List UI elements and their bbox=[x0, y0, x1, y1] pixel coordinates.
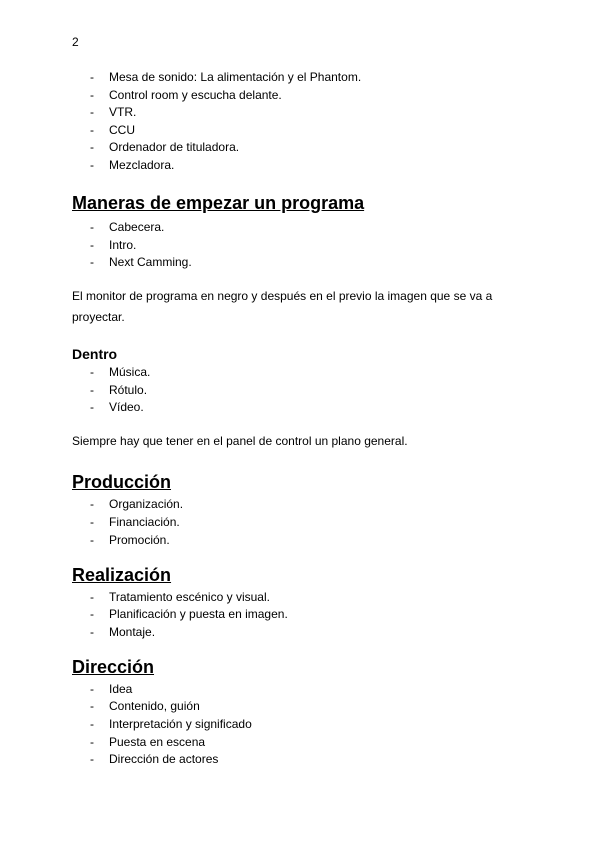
dash-marker: - bbox=[90, 365, 94, 380]
list-item-text: Promoción. bbox=[109, 532, 170, 547]
list-item-text: Puesta en escena bbox=[109, 734, 206, 749]
dash-marker: - bbox=[90, 589, 94, 604]
dash-marker: - bbox=[90, 219, 94, 234]
dash-marker: - bbox=[90, 237, 94, 252]
list-item bbox=[72, 589, 532, 605]
list-item bbox=[72, 364, 532, 380]
list-item bbox=[72, 606, 532, 622]
dash-marker: - bbox=[90, 122, 94, 137]
list-item-text: Idea bbox=[109, 681, 133, 696]
list-item-text: Intro. bbox=[109, 237, 137, 252]
list-item-text: Control room y escucha delante. bbox=[109, 87, 282, 102]
list-item-text: Planificación y puesta en imagen. bbox=[109, 607, 288, 622]
list-item-text: Ordenador de tituladora. bbox=[109, 140, 240, 155]
dash-marker: - bbox=[90, 497, 94, 512]
list-item bbox=[72, 751, 532, 767]
list-item-text: VTR. bbox=[109, 105, 137, 120]
section-heading-realizacion: Realización bbox=[72, 564, 172, 585]
equipment-list bbox=[72, 69, 532, 173]
list-item bbox=[72, 382, 532, 398]
dash-marker: - bbox=[90, 70, 94, 84]
section-heading-direccion: Dirección bbox=[72, 656, 155, 677]
list-item-text: CCU bbox=[109, 122, 135, 137]
dash-marker: - bbox=[90, 255, 94, 270]
dash-marker: - bbox=[90, 532, 94, 547]
dash-marker: - bbox=[90, 105, 94, 120]
list-item-text: Interpretación y significado bbox=[109, 716, 252, 731]
maneras-list bbox=[72, 219, 532, 270]
list-item-text: Tratamiento escénico y visual. bbox=[109, 589, 270, 604]
list-item bbox=[72, 237, 532, 253]
dash-marker: - bbox=[90, 716, 94, 731]
list-item-text: Rótulo. bbox=[109, 382, 148, 397]
list-item bbox=[72, 104, 532, 120]
dash-marker: - bbox=[90, 607, 94, 622]
dash-marker: - bbox=[90, 734, 94, 749]
list-item-text: Mesa de sonido: La alimentación y el Phantom. bbox=[109, 70, 362, 84]
list-item-text: Contenido, guión bbox=[109, 699, 200, 714]
page-number: 2 bbox=[72, 35, 79, 49]
direccion-list bbox=[72, 681, 532, 767]
list-item-text: Música. bbox=[109, 365, 151, 380]
dash-marker: - bbox=[90, 87, 94, 102]
list-item-text: Organización. bbox=[109, 497, 184, 512]
list-item bbox=[72, 624, 532, 640]
dash-marker: - bbox=[90, 400, 94, 415]
dash-marker: - bbox=[90, 699, 94, 714]
dash-marker: - bbox=[90, 514, 94, 529]
dentro-list bbox=[72, 364, 532, 415]
list-item bbox=[72, 681, 532, 697]
list-item bbox=[72, 532, 532, 548]
dash-marker: - bbox=[90, 382, 94, 397]
dash-marker: - bbox=[90, 140, 94, 155]
list-item bbox=[72, 254, 532, 270]
sub-heading-dentro: Dentro bbox=[72, 346, 118, 363]
list-item bbox=[72, 698, 532, 714]
dash-marker: - bbox=[90, 624, 94, 639]
list-item bbox=[72, 734, 532, 750]
realizacion-list bbox=[72, 589, 532, 640]
dash-marker: - bbox=[90, 681, 94, 696]
list-item bbox=[72, 399, 532, 415]
list-item bbox=[72, 157, 532, 173]
list-item-text: Financiación. bbox=[109, 514, 180, 529]
list-item bbox=[72, 496, 532, 512]
list-item bbox=[72, 87, 532, 103]
list-item-text: Montaje. bbox=[109, 624, 156, 639]
document-body bbox=[72, 69, 532, 769]
list-item bbox=[72, 69, 532, 85]
section-heading-maneras: Maneras de empezar un programa bbox=[72, 192, 365, 213]
list-item-text: Vídeo. bbox=[109, 400, 144, 415]
list-item-text: Dirección de actores bbox=[109, 752, 219, 767]
paragraph-monitor: El monitor de programa en negro y después en el previo la imagen que se va a proyectar. bbox=[72, 289, 493, 325]
list-item bbox=[72, 716, 532, 732]
produccion-list bbox=[72, 496, 532, 547]
paragraph-control: Siempre hay que tener en el panel de control un plano general. bbox=[72, 434, 408, 449]
section-heading-produccion: Producción bbox=[72, 472, 172, 493]
list-item bbox=[72, 139, 532, 155]
list-item bbox=[72, 514, 532, 530]
list-item-text: Cabecera. bbox=[109, 219, 165, 234]
dash-marker: - bbox=[90, 752, 94, 767]
list-item-text: Mezcladora. bbox=[109, 157, 175, 172]
dash-marker: - bbox=[90, 157, 94, 172]
list-item bbox=[72, 122, 532, 138]
list-item bbox=[72, 219, 532, 235]
list-item-text: Next Camming. bbox=[109, 255, 192, 270]
